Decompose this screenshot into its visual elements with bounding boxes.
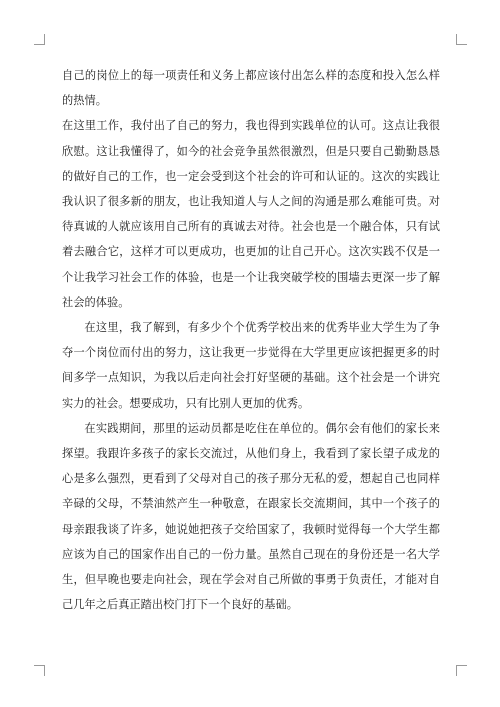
paragraph-work-recognition: 在这里工作，我付出了自己的努力，我也得到实践单位的认可。这点让我很欣慰。这让我懂得了，如今的社会竞争虽然很激烈，但是只要自己勤勤恳恳的做好自己的工作，也一定会受到这个社会的许可和认证的。这次的实践让我认识了很多新的朋友，也让我知道人与人之间的沟通是那么难能可贵。对待真诚的人就应该用自己所有的真诚去对待。社会也是一个融合体，只有试着去融合它，这样才可以更成功，也更加的让自己开心。这次实践不仅是一个让我学习社会工作的体验，也是一个让我突破学校的围墙去更深一步了解社会的体验。 <box>62 119 440 309</box>
crop-mark-bottom-right <box>456 665 467 676</box>
document-body <box>62 63 440 617</box>
crop-mark-bottom-left <box>34 665 45 676</box>
paragraph-continuation: 自己的岗位上的每一项责任和义务上都应该付出怎么样的态度和投入怎么样的热情。 <box>62 69 440 108</box>
crop-mark-top-left <box>34 34 45 45</box>
crop-mark-top-right <box>456 34 467 45</box>
paragraph-parents: 在实践期间，那里的运动员都是吃住在单位的。偶尔会有他们的家长来探望。我跟许多孩子的家长交流过，从他们身上，我看到了家长望子成龙的心是多么强烈，更看到了父母对自己的孩子那分无私的爱，想起自己也同样辛碌的父母，不禁油然产生一种敬意，在跟家长交流期间，其中一个孩子的母亲跟我谈了许多，她说她把孩子交给国家了，我顿时觉得每一个大学生都应该为自己的国家作出自己的一份力量。虽然自己现在的身份还是一名大学生，但早晚也要走向社会，现在学会对自己所做的事勇于负责任，才能对自己几年之后真正踏出校门打下一个良好的基础。 <box>62 421 440 612</box>
paragraph-competition: 在这里，我了解到，有多少个个优秀学校出来的优秀毕业大学生为了争夺一个岗位而付出的努力，这让我更一步觉得在大学里更应该把握更多的时间多学一点知识，为我以后走向社会打好坚硬的基础。这个社会是一个讲究实力的社会。想要成功，只有比别人更加的优秀。 <box>62 321 440 410</box>
